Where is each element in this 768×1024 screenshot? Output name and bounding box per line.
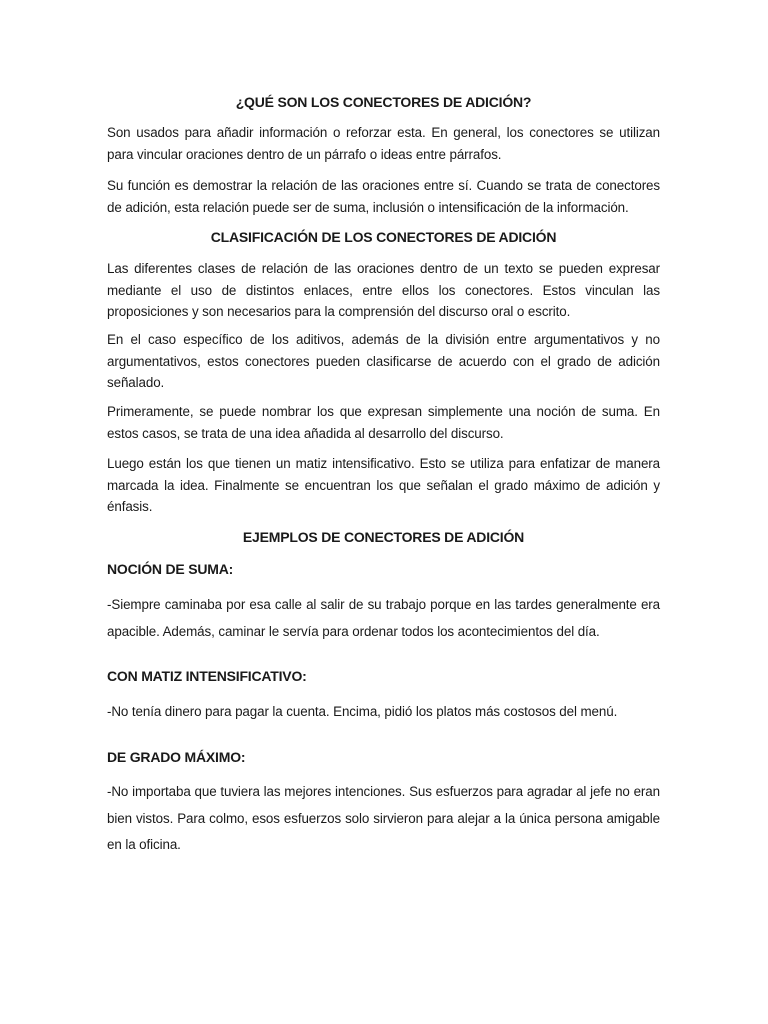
classification-paragraph-1: Las diferentes clases de relación de las oraciones dentro de un texto se pueden expresar mediante el uso de distintos enlaces, entre ellos los conectores. Estos vinculan las proposiciones y son necesarios para la comprensión del discurso oral o escrito. — [107, 261, 660, 319]
matiz-example: -No tenía dinero para pagar la cuenta. Encima, pidió los platos más costosos del menú. — [107, 704, 618, 719]
page-title: ¿QUÉ SON LOS CONECTORES DE ADICIÓN? — [235, 94, 532, 110]
intro-paragraph-1: Son usados para añadir información o reforzar esta. En general, los conectores se utilizan para vincular oraciones dentro de un párrafo o ideas entre párrafos. — [107, 125, 660, 162]
classification-paragraph-4: Luego están los que tienen un matiz intensificativo. Esto se utiliza para enfatizar de manera marcada la idea. Finalmente se encuentran los que señalan el grado máximo de adición y énfasis. — [107, 456, 660, 514]
maximo-heading: DE GRADO MÁXIMO: — [107, 749, 246, 765]
classification-paragraph-3: Primeramente, se puede nombrar los que expresan simplemente una noción de suma. En estos casos, se trata de una idea añadida al desarrollo del discurso. — [107, 404, 660, 441]
matiz-heading: CON MATIZ INTENSIFICATIVO: — [107, 668, 307, 684]
classification-heading: CLASIFICACIÓN DE LOS CONECTORES DE ADICIÓN — [210, 229, 557, 245]
examples-heading: EJEMPLOS DE CONECTORES DE ADICIÓN — [242, 529, 525, 545]
suma-example: -Siempre caminaba por esa calle al salir de su trabajo porque en las tardes generalmente era apacible. Además, caminar le servía para ordenar todos los acontecimientos del día. — [107, 597, 660, 639]
intro-paragraph-2: Su función es demostrar la relación de las oraciones entre sí. Cuando se trata de conectores de adición, esta relación puede ser de suma, inclusión o intensificación de la información. — [107, 178, 660, 215]
maximo-example: -No importaba que tuviera las mejores intenciones. Sus esfuerzos para agradar al jefe no eran bien vistos. Para colmo, esos esfuerzos solo sirvieron para alejar a la única persona amigable en la oficina. — [107, 784, 660, 852]
classification-paragraph-2: En el caso específico de los aditivos, además de la división entre argumentativos y no argumentativos, estos conectores pueden clasificarse de acuerdo con el grado de adición señalado. — [107, 332, 660, 390]
suma-heading: NOCIÓN DE SUMA: — [107, 561, 234, 577]
